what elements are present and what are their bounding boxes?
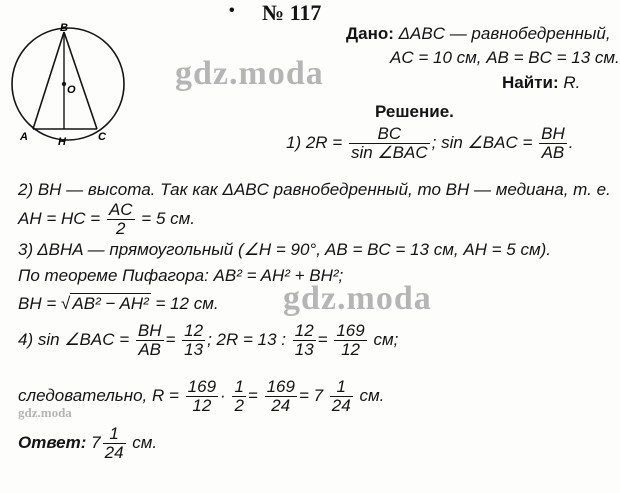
find-line: [502, 73, 580, 93]
step4-frac-2: [182, 322, 205, 359]
step1-frac-1: [349, 125, 430, 162]
concl-frac-4: [330, 378, 353, 415]
side-bc: [64, 32, 97, 129]
sqrt-sign: √: [61, 294, 71, 313]
step1-lhs: 1) 2R =: [286, 132, 343, 152]
step1-end: .: [568, 132, 574, 152]
step4-frac-4: [334, 322, 366, 359]
label-a: A: [20, 131, 28, 143]
step4-frac2-num: 12: [184, 321, 204, 340]
find-label: Найти:: [502, 73, 559, 92]
concl-frac4-num: 1: [330, 378, 353, 397]
step1-frac2-num: BH: [541, 124, 565, 143]
label-b: B: [60, 22, 68, 34]
step-3-line-1: 3) ΔBHA — прямоугольный (∠H = 90°, AB = BC = 13 см, AH = 5 см).: [18, 240, 552, 259]
answer-frac-den: 24: [104, 443, 124, 462]
concl-frac2-den: 2: [234, 396, 244, 415]
step4-eq: =: [165, 329, 176, 349]
concl-frac-3: [265, 378, 297, 415]
step1-frac1-den: sin ∠BAC: [350, 143, 428, 162]
watermark-top: gdz.moda: [175, 55, 324, 92]
step4-frac4-den: 12: [341, 340, 360, 359]
watermark-middle: gdz.moda: [283, 280, 432, 317]
step2-lhs: AH = HC =: [18, 208, 101, 228]
step4-lhs: 4) sin ∠BAC =: [18, 329, 130, 349]
given-text-1: ΔABC — равнобедренный,: [398, 24, 611, 43]
concl-frac-2: [232, 378, 245, 415]
label-h: H: [58, 136, 66, 148]
concl-frac-1: [186, 378, 218, 415]
concl-frac4-den: 24: [331, 396, 351, 415]
conclusion-unit: см.: [359, 385, 385, 405]
step3-rhs: = 12 см.: [155, 294, 219, 313]
step-3-line-2: По теореме Пифагора: AB² = AH² + BH²;: [18, 266, 344, 285]
conclusion: [18, 378, 384, 415]
given-line-2: AC = 10 см, AB = BC = 13 см.: [390, 48, 620, 67]
given-label: Дано:: [346, 24, 394, 43]
step1-frac1-num: BC: [349, 125, 430, 144]
step4-frac4-num: 169: [336, 321, 365, 340]
answer-frac: [103, 425, 126, 462]
answer-unit: см.: [132, 432, 158, 452]
triangle-circle-figure: [0, 22, 140, 152]
center-o: [62, 82, 66, 86]
step2-frac-num: AC: [108, 200, 133, 219]
side-ba: [33, 32, 64, 129]
step4-frac2-den: 13: [184, 340, 204, 359]
concl-eq2: = 7: [298, 385, 324, 405]
step4-frac1-den: AB: [138, 340, 162, 359]
sqrt-expression: AB² − AH²: [72, 294, 149, 313]
step3-lhs: BH =: [18, 294, 57, 313]
step2-rhs: = 5 см.: [141, 208, 196, 228]
step4-frac1-num: BH: [137, 321, 162, 340]
step2-frac-den: 2: [116, 219, 126, 238]
concl-frac2-num: 1: [234, 377, 244, 396]
step-1: [286, 125, 573, 162]
answer-frac-num: 1: [103, 425, 126, 444]
concl-frac3-num: 169: [266, 377, 295, 396]
answer-whole: 7: [91, 432, 101, 452]
problem-number: № 117: [262, 0, 322, 25]
step4-unit: см;: [373, 329, 399, 349]
concl-eq: =: [247, 385, 258, 405]
step4-mid: ; 2R = 13 :: [207, 329, 287, 349]
answer: [18, 425, 157, 462]
find-value: R.: [563, 73, 581, 92]
step4-frac3-den: 13: [294, 340, 314, 359]
step-2-line-1: 2) BH — высота. Так как ΔABC равнобедренный, то BH — медиана, т. е.: [18, 180, 611, 199]
conclusion-lead: следовательно, R =: [18, 385, 179, 405]
solution-heading: Решение.: [375, 102, 454, 121]
concl-frac1-num: 169: [187, 377, 217, 396]
step-4: [18, 322, 398, 359]
step4-frac-1: [136, 322, 164, 359]
concl-frac3-den: 24: [271, 396, 291, 415]
step1-frac2-den: AB: [541, 143, 565, 162]
header-dot: •: [229, 2, 235, 19]
concl-frac1-den: 12: [192, 396, 212, 415]
step-3-line-3: [18, 293, 219, 314]
step-2-line-2: [18, 201, 195, 238]
watermark-small: gdz.moda: [18, 405, 72, 420]
step1-mid: ; sin ∠BAC =: [431, 132, 533, 152]
step4-frac3-num: 12: [294, 321, 314, 340]
step2-frac: [107, 201, 135, 238]
step4-eq2: =: [317, 329, 328, 349]
step1-frac-2: [539, 125, 567, 162]
concl-dot: ·: [220, 385, 226, 405]
step4-frac-3: [293, 322, 316, 359]
given-line-1: [346, 24, 611, 44]
answer-label: Ответ:: [18, 432, 87, 452]
label-c: C: [98, 131, 106, 143]
label-o: O: [67, 84, 76, 96]
